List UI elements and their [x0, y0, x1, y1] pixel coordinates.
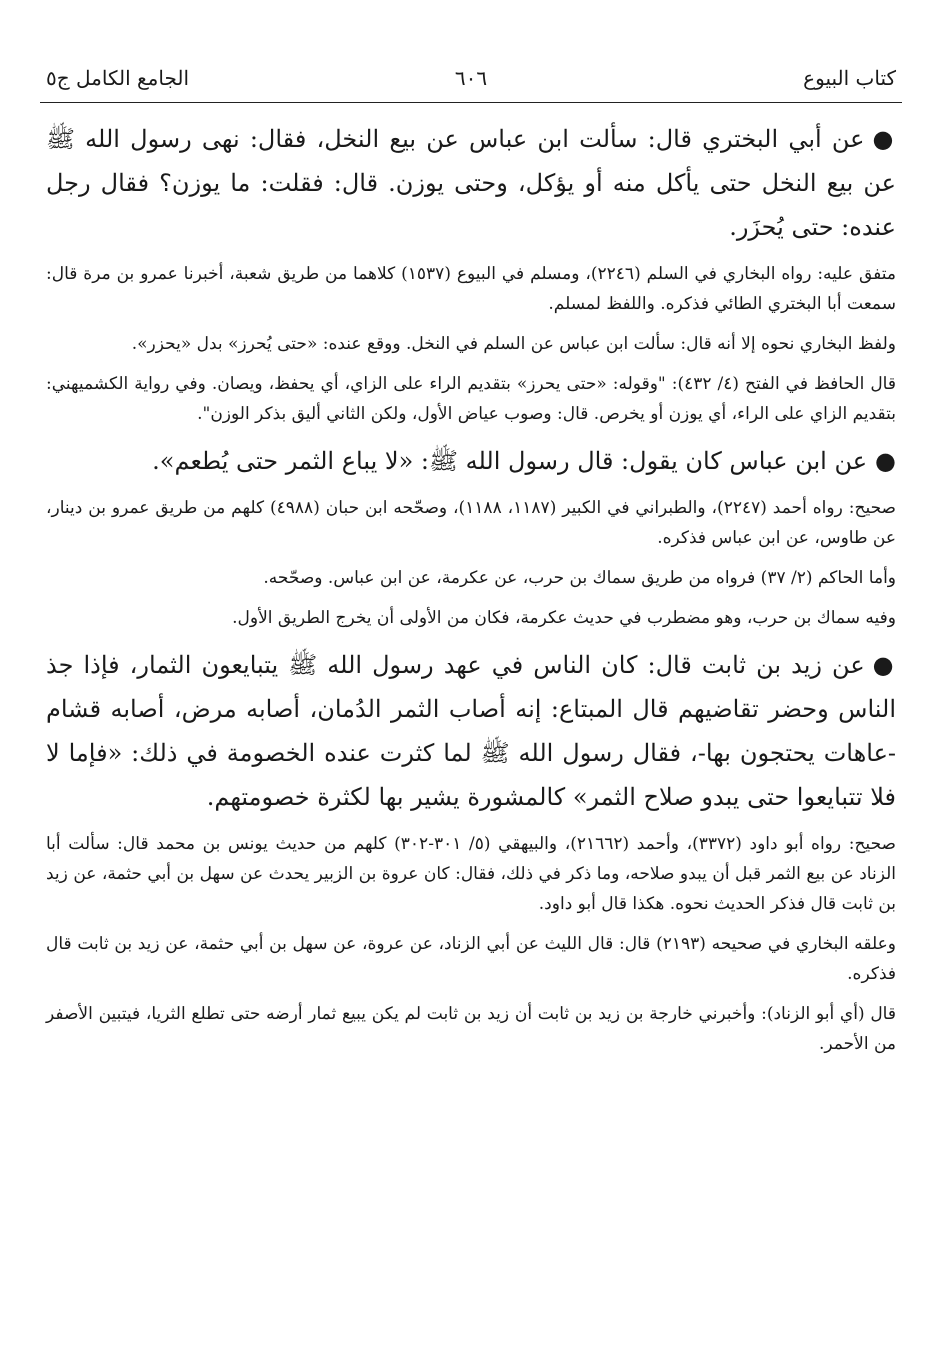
bullet-icon: ● — [872, 125, 896, 153]
hadith-text: عن ابن عباس كان يقول: قال رسول الله ﷺ: «لا يباع الثمر حتى يُطعم». — [152, 447, 868, 475]
takhrij-note: وفيه سماك بن حرب، وهو مضطرب في حديث عكرمة، فكان من الأولى أن يخرج الطريق الأول. — [232, 608, 896, 628]
takhrij-note: قال الحافظ في الفتح (٤/ ٤٣٢): "وقوله: «حتى يحرز» بتقديم الراء على الزاي، أي يحفظ، ويصان. وفي رواية الكشميهني: بتقديم الزاي على الراء، أي يوزن أو يخرص. قال: وصوب عياض الأول، ولكن الثاني أليق بذكر الوزن". — [46, 374, 896, 424]
page-number: ٦٠٦ — [454, 66, 488, 90]
bullet-icon: ● — [875, 447, 896, 475]
takhrij-note: ولفظ البخاري نحوه إلا أنه قال: سألت ابن عباس عن السلم في النخل. ووقع عنده: «حتى يُحرز» بدل «يحزر». — [131, 334, 896, 354]
takhrij-note: صحيح: رواه أبو داود (٣٣٧٢)، وأحمد (٢١٦٦٢)، والبيهقي (٥/ ٣٠١-٣٠٢) كلهم من حديث يونس بن محمد قال: سألت أبا الزناد عن بيع الثمر قبل أن يبدو صلاحه، وما ذكر في ذلك، فقال: كان عروة بن الزبير يحدث عن سهل بن أبي حثمة، عن زيد بن ثابت قال فذكر الحديث نحوه. هكذا قال أبو داود. — [46, 834, 896, 914]
takhrij-note: متفق عليه: رواه البخاري في السلم (٢٢٤٦)، ومسلم في البيوع (١٥٣٧) كلاهما من طريق شعبة، أخبرنا عمرو بن مرة قال: سمعت أبا البختري الطائي فذكره. واللفظ لمسلم. — [46, 264, 896, 314]
book-title: كتاب البيوع — [803, 66, 896, 90]
hadith-text: عن أبي البختري قال: سألت ابن عباس عن بيع النخل، فقال: نهى رسول الله ﷺ عن بيع النخل حتى يأكل منه أو يؤكل، وحتى يوزن. قال: فقلت: ما يوزن؟ فقال رجل عنده: حتى يُحزَر. — [46, 125, 896, 241]
bullet-icon: ● — [872, 651, 896, 679]
hadith-text: عن زيد بن ثابت قال: كان الناس في عهد رسول الله ﷺ يتبايعون الثمار، فإذا جذ الناس وحضر تقاضيهم قال المبتاع: إنه أصاب الثمر الدُمان، أصابه مرض، أصابه قشام -عاهات يحتجون بها-، فقال رسول الله ﷺ لما كثرت عنده الخصومة في ذلك: «فإما لا فلا تتبايعوا حتى يبدو صلاح الثمر» كالمشورة يشير بها لكثرة خصومتهم. — [46, 651, 896, 811]
hadith-paragraph — [46, 439, 896, 483]
page-body — [40, 117, 902, 1059]
takhrij-note: صحيح: رواه أحمد (٢٢٤٧)، والطبراني في الكبير (١١٨٧، ١١٨٨)، وصحّحه ابن حبان (٤٩٨٨) كلهم من طريق عمرو بن دينار، عن طاوس، عن ابن عباس فذكره. — [46, 498, 896, 548]
takhrij-note: وعلقه البخاري في صحيحه (٢١٩٣) قال: قال الليث عن أبي الزناد، عن عروة، عن سهل بن أبي حثمة، عن زيد بن ثابت قال فذكره. — [46, 934, 896, 984]
book-page — [40, 52, 902, 1352]
collection-title: الجامع الكامل ج٥ — [46, 66, 190, 90]
running-header — [40, 52, 902, 103]
takhrij-note: قال (أي أبو الزناد): وأخبرني خارجة بن زيد بن ثابت أن زيد بن ثابت لم يكن يبيع ثمار أرضه حتى تطلع الثريا، فيتبين الأصفر من الأحمر. — [46, 1004, 896, 1054]
hadith-paragraph — [46, 117, 896, 249]
takhrij-note: وأما الحاكم (٢/ ٣٧) فرواه من طريق سماك بن حرب، عن عكرمة، عن ابن عباس. وصحّحه. — [263, 568, 896, 588]
hadith-paragraph — [46, 643, 896, 819]
